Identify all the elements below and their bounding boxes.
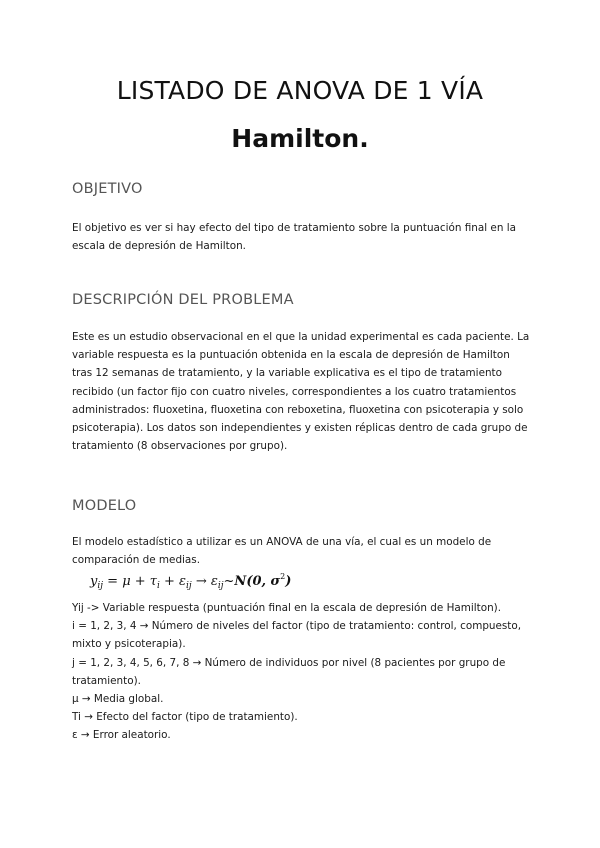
definition-item: ε → Error aleatorio. [72,729,171,742]
formula-epsilon-subscript: ij [186,581,192,591]
definition-item: Yij -> Variable respuesta (puntuación final en la escala de depresión de Hamilton). [72,602,502,614]
section-heading-objetivo: OBJETIVO [72,181,143,197]
document-title: LISTADO DE ANOVA DE 1 VÍA [116,76,484,105]
definition-item: μ → Media global. [72,693,164,706]
formula-y-subscript: ij [97,581,104,591]
definition-item: i = 1, 2, 3, 4 → Número de niveles del factor (tipo de tratamiento: control, compuesto, mixto y psicoterapia). [72,620,522,651]
formula-tau-subscript: i [157,581,160,591]
section-heading-modelo: MODELO [72,498,137,514]
document-subtitle: Hamilton. [231,124,369,153]
descripcion-paragraph: Este es un estudio observacional en el que la unidad experimental es cada paciente. La variable respuesta es la puntuación obtenida en la escala de depresión de Hamilton tras 12 semanas de tratamiento, y la variable explicativa es el tipo de tratamiento recibido (un factor fijo con cuatro niveles, correspondientes a los cuatro tratamientos administrados: fluoxetina, fluoxetina con reboxetina, fluoxetina con psicoterapia y solo psicoterapia). Los datos son independientes y existen réplicas dentro de cada grupo de tratamiento (8 observaciones por grupo). [72,331,530,453]
model-formula [90,572,291,591]
objetivo-paragraph: El objetivo es ver si hay efecto del tipo de tratamiento sobre la puntuación final en la escala de depresión de Hamilton. [72,222,516,253]
formula-epsilon: + ε [159,574,187,589]
formula-arrow-epsilon: → ε [191,574,218,589]
formula-epsilon2-subscript: ij [217,581,224,591]
section-heading-descripcion: DESCRIPCIÓN DEL PROBLEMA [72,292,294,308]
definition-item: Ti → Efecto del factor (tipo de tratamiento). [72,711,298,724]
formula-tilde: ~ [223,574,235,589]
definition-item: j = 1, 2, 3, 4, 5, 6, 7, 8 → Número de individuos por nivel (8 pacientes por grupo de tratamiento). [72,656,506,687]
formula-close: ) [285,574,292,589]
modelo-paragraph: El modelo estadístico a utilizar es un ANOVA de una vía, el cual es un modelo de comparación de medias. [72,536,492,567]
formula-square: 2 [280,572,286,581]
formula-normal: N [234,574,247,589]
formula-y: y [90,574,98,589]
definitions-list [72,599,532,745]
formula-mu-tau: = μ + τ [103,574,157,589]
formula-params: (0, σ [246,574,281,589]
